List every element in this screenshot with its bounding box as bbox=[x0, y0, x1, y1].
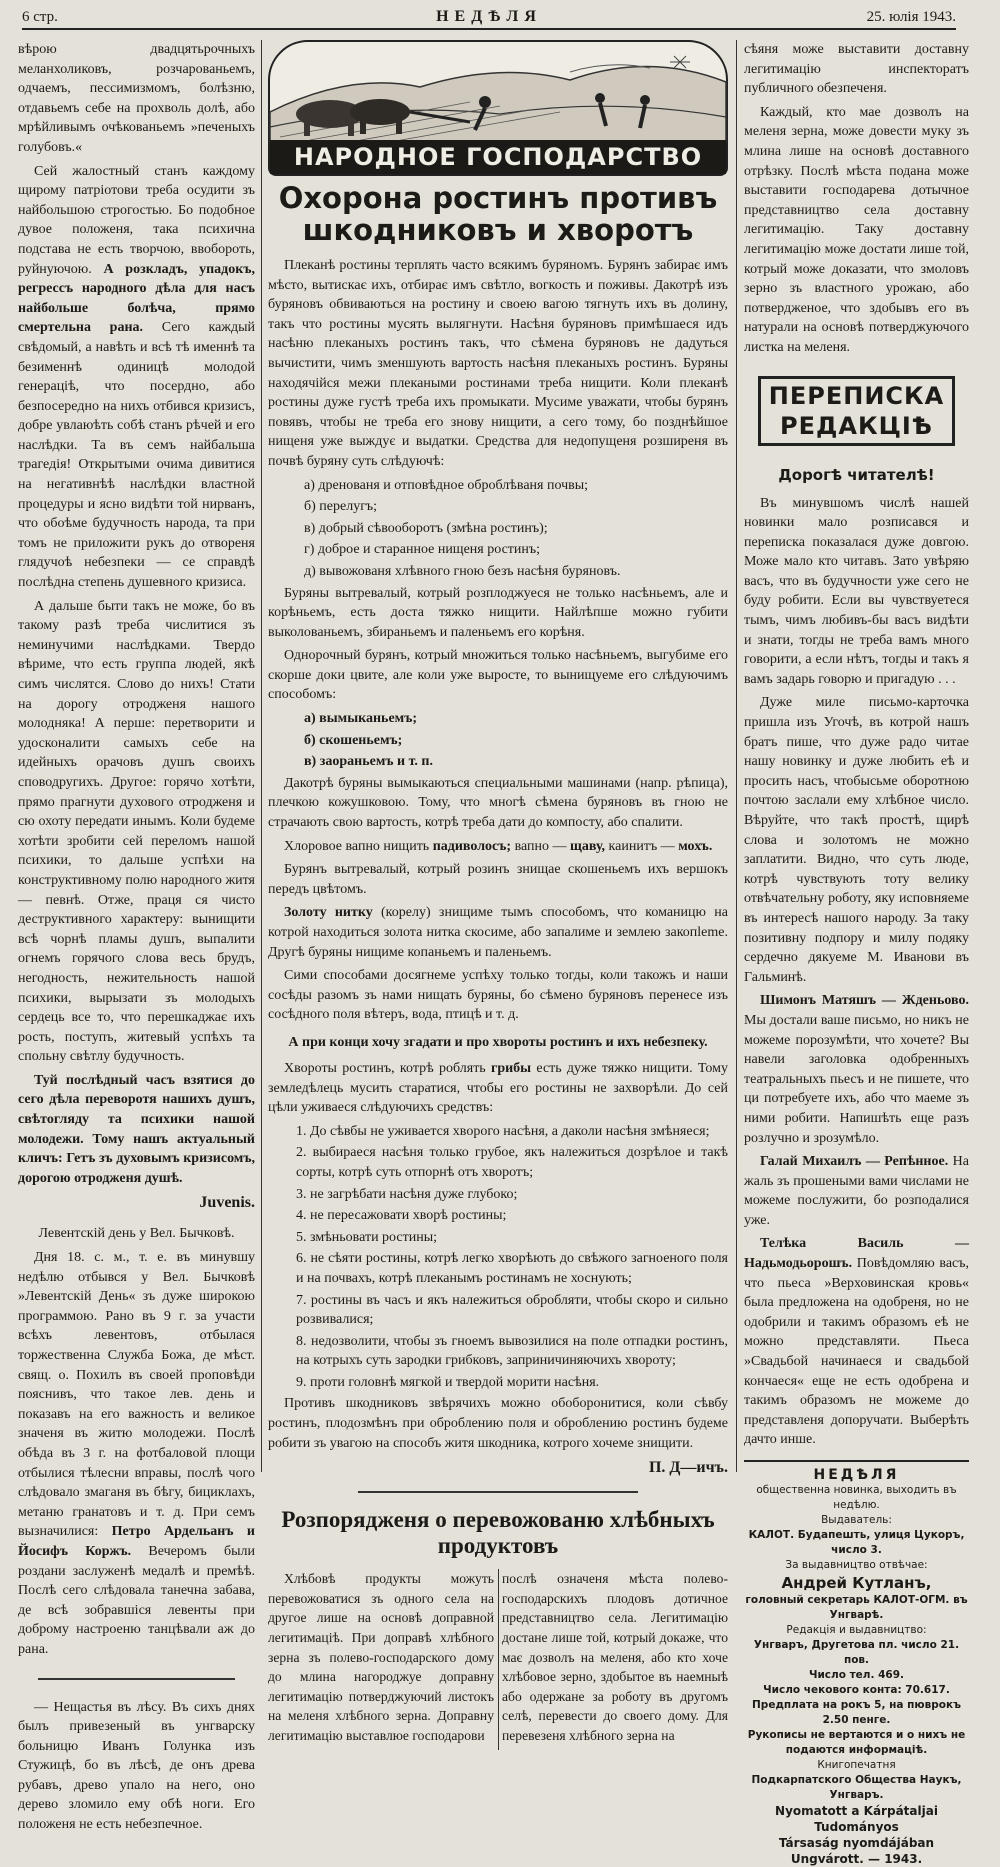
page-header bbox=[22, 6, 956, 30]
bold-text: в) заораньемъ и т. п. bbox=[304, 754, 433, 770]
text-run: каинитъ — bbox=[605, 838, 679, 854]
newspaper-title: НЕДѢЛЯ bbox=[436, 8, 542, 25]
bold-text: щаву, bbox=[570, 838, 606, 854]
paragraph: Въ минувшомъ числѣ нашей новинки мало розписався и переписка показалася дуже довгою. Може мало кто читавъ. Зато увѣряю васъ, что въ будучности уже сего не буду робити. Если вы чувствуетеся тымъ, чимъ любивъ-бы васъ видѣти и знати, тогды не треба вамъ много говорити, а если нѣтъ, тогды и такъ я вамъ задарь говорю и пригадую . . . bbox=[744, 495, 969, 687]
paragraph: Противъ шкодниковъ звѣрячихъ можно обоборонитися, коли сѣвбу ростинъ, плодозмѣнъ при оброблению поля и оброблению ростинъ будеме робити зъ увагою на способъ житя шкодника, котрого хочеме знищити. bbox=[268, 1396, 728, 1451]
headline-line-2: шкодниковъ и хворотъ bbox=[302, 213, 694, 247]
divider bbox=[358, 1491, 638, 1493]
paragraph bbox=[268, 837, 728, 857]
imprint-line: Nyomatott a Kárpátaljai Tudományos bbox=[775, 1804, 938, 1834]
list-item: в) добрый сѣвооборотъ (змѣна ростинъ); bbox=[304, 520, 548, 536]
text-run: есть дуже тяжко нищити. Тому земледѣлець мусить старатися, чтобы его ростины не захворѣли. До сей цѣли уживаеся слѣдуючихъ средствъ: bbox=[268, 1060, 728, 1116]
imprint-title: НЕДѢЛЯ bbox=[813, 1467, 900, 1483]
middle-column bbox=[268, 40, 728, 1743]
imprint-line: КАЛОТ. Будапешть, улиця Цукоръ, число 3. bbox=[748, 1529, 965, 1556]
imprint-line: общественна новинка, выходить въ недѣлю. bbox=[756, 1484, 957, 1511]
text-run: Вечеромъ были роздани заслуженѣ медалѣ и премѣѣ. Послѣ сего слѣдовала танечна забава, де всѣ зобравшіся левенты при доброму настроеню танцѣвали аж до рана. bbox=[18, 1543, 255, 1657]
reply-note bbox=[744, 1234, 969, 1450]
imprint-line: головный секретарь КАЛОТ-ОГМ. въ Унгварѣ. bbox=[745, 1594, 968, 1621]
correspondence-title bbox=[758, 376, 955, 446]
imprint-line: Число чекового конта: 70.617. bbox=[763, 1684, 950, 1696]
list-item: 3. не загрѣбати насѣня дуже глубоко; bbox=[296, 1186, 518, 1202]
imprint-editor-name: Андрей Кутланъ, bbox=[781, 1574, 932, 1592]
paragraph: Сими способами досягнеме успѣху только тогды, коли такожъ и наши сосѣды разомъ зъ нами нищать буряны, бо сѣмено буряновъ перенесе изъ сосѣдного поля вѣтеръ, вода, птицѣ и т. д. bbox=[268, 968, 728, 1023]
bold-text: Туй послѣдный часъ взятися до сего дѣла переворотя нашихъ душъ, свѣтогляду та психики нашой молодежи. Тому нашъ актуальный кличъ: Гетъ зъ духовымъ кризисомъ, дорогою отродженя душѣ. bbox=[18, 1072, 255, 1186]
list-item: б) перелугъ; bbox=[304, 499, 378, 515]
list-item bbox=[268, 752, 728, 772]
imprint-box bbox=[744, 1460, 969, 1867]
section-headline-line-1: Розпорядженя о перевожованю хлѣбныхъ bbox=[281, 1507, 715, 1533]
paragraph: Каждый, кто мае дозволъ на меленя зерна, може довести муку зъ млина лише на основѣ доставного отрѣзку. Послѣ мѣста подана може выставити господарева дотычное представництво села доставну легитимацію. Таку доставну легитимацію може достати лише той, котрый може доказати, что змоловъ зерно зъ властного урожаю, або потвердженое, что здобывъ его въ натурали на основѣ потверджуючого листка на меленя. bbox=[744, 104, 969, 355]
paragraph bbox=[18, 162, 255, 593]
correspondence-title-line-1: ПЕРЕПИСКА bbox=[768, 381, 945, 410]
paragraph-bold bbox=[18, 1071, 255, 1189]
paragraph: — Нещастья въ лѣсу. Въ сихъ днях былъ привезеный въ унгварску больницю Иванъ Голунка изъ Стужицѣ, бо въ лѣсѣ, де онъ древа рубавъ, древо упало на него, оно дерево зломило ему обѣ ноги. Его положеня не есть небезпечное. bbox=[18, 1699, 255, 1833]
list-weed-methods bbox=[268, 709, 728, 772]
imprint-line: Társaság nyomdájában bbox=[778, 1836, 935, 1850]
article-continuation: вѣрою двадцятьрочныхъ меланхоликовъ, розчарованьемъ, одчаемъ, пессимизмомъ, болѣзню, отдавьемъ себе на прохволь долѣ, або мрѣйливымъ очѣкованьемъ »печеныхъ голубовъ.« bbox=[18, 42, 255, 155]
imprint-line: За выдавництво отвѣчае: bbox=[785, 1559, 928, 1571]
news-title: Левентскій день у Вел. Бычковѣ. bbox=[38, 1226, 235, 1242]
text-run: Сей жалостный станъ каждому щирому патріотови треба осудити зъ найбольшою строгостью. Бо подобное дувое положеня, така психична подстава не есть творчою, ввобороть, руйнуючою. bbox=[18, 163, 255, 277]
paragraph: Дакотрѣ буряны вымыкаються специальными машинами (напр. рѣпица), плечкою кожушковою. Тому, что многѣ сѣмена буряновъ въ гною не страчають свою вартость, котрѣ треба дати до компосту, або спалити. bbox=[268, 775, 728, 831]
list-item: 1. До сѣвбы не уживается хвoрого насѣня, а даколи насѣня змѣняеся; bbox=[296, 1123, 710, 1139]
list-item: 2. выбираеся насѣня только грубое, якъ належиться дозрѣлое и такѣ сорты, котрѣ суть отпорнѣ отъ хворотъ; bbox=[296, 1145, 728, 1180]
text-run: На жаль зъ прошеными вами числами не можеме послужити, бо розподалися уже. bbox=[744, 1154, 969, 1228]
paragraph: Однорочный бурянъ, котрый множиться только насѣньемъ, выгубиме его скорше доки цвите, але коли уже вырoсте, то вынищуеме его слѣдуючимъ способомъ: bbox=[268, 648, 728, 703]
signature: Juvenis. bbox=[199, 1194, 255, 1212]
paragraph: Дуже миле письмо-карточка пришла изъ Угочѣ, въ котрой нашъ братъ пише, что дуже радо читае нашу новинку и дуже любить еѣ и просить насъ, чтобысьме оборотною почтою заслали ему хлѣбное число. Вѣруйте, что такѣ простѣ, щирѣ слова и золотомъ не можно заплатити. Видно, что суть люде, котрѣ чувствують тоту велику отвѣчательну роботу, яку исповняеме въ интересѣ нашого народу. За таку позитивну подпору и милу подяку сердечно дякуеме М. Иванови въ Гальминѣ. bbox=[744, 695, 969, 985]
imprint-line: Унгваръ, Другетова пл. число 21. пов. bbox=[753, 1639, 960, 1666]
banner-title: НАРОДНОЕ ГОСПОДАРСТВО bbox=[270, 140, 726, 174]
imprint-line: Выдаватель: bbox=[821, 1514, 892, 1526]
two-column-article bbox=[268, 1569, 728, 1749]
addressee-name: Шимонъ Матяшъ — Жденьово. bbox=[760, 993, 969, 1009]
text-run: (корелу) знищиме тымъ способомъ, что команицю на котрой находиться золота нитка скосиме, або запалиме и землею закопleme. Другѣ буряны нищиме копаньемъ и паленьемъ. bbox=[268, 905, 728, 960]
list-item: 8. недозволити, чтобы зъ гноемъ вывозилися на поле отпадки ростинъ, на котрыхъ суть зародки грибковъ, заприничиняючихъ хвороту; bbox=[296, 1333, 728, 1369]
list-soil-measures bbox=[268, 476, 728, 582]
article-headline bbox=[268, 182, 728, 246]
list-item: 4. не пересажовати хворѣ ростины; bbox=[296, 1208, 507, 1224]
imprint-line: Число тел. 469. bbox=[808, 1669, 905, 1681]
headline-line-1: Охорона ростинъ противъ bbox=[278, 181, 718, 215]
paragraph: Плеканѣ ростины терплять часто всякимъ бурянoмъ. Бурянъ забирає имъ мѣсто, вытискає ихъ, отбирає имъ свѣтло, вогкость и поживы. Дакотрѣ изъ буряновъ обвиваються на ростину и своею вагою тягнуть ихъ въ долину, такъ что ростины мусять вылягнути. Насѣня буряновъ примѣшаеся идъ насѣню плеканыхъ ростинъ такъ, что сѣмена буряновъ не дадуться вычистити, чимъ зменшують вартость насѣня плеканыхъ ростинъ. Буряны находячійся межи плекаными ростинами треба нищити. Коли плеканѣ ростины дуже густѣ треба ихъ промыкати. Мусиме уважати, чтобы бурянъ повявъ, чтобы не треба его знову нищити, а сего тому, бо позднѣйшое нищеня уже выждує и выдатки. Средства для недопущеня розширеня въ почвѣ буряну суть слѣдуючѣ: bbox=[268, 258, 728, 469]
imprint-line: Подкарпатского Общества Наукъ, Унгваръ. bbox=[751, 1774, 962, 1801]
subcolumn-left bbox=[268, 1569, 494, 1749]
list-item: 6. не сѣяти ростины, котрѣ легко хворѣють до свѣжого загноеного поля и на почвахъ, котрѣ плеканымъ ростинамъ не хоснують; bbox=[296, 1251, 728, 1286]
text-run: Дня 18. с. м., т. е. въ минувшу недѣлю отбывся у Вел. Бычковѣ »Левентскій День« зъ дуже широкою программою. Рано въ 9 г. за участи всѣхъ левентовъ, отбылася торжественна Служба Божа, де мѣст. свящ. о. Похилъ въ своей проповѣди пояснивъ, что такое лев. день и показавъ на его важность и великое значеня въ житю молодежи. Послѣ обѣда въ 3 г. на фотбаловой площи отбылися тѣлесни вправы, послѣ чого слѣдовало змаганя въ бѣгу, бициклахъ, метаню гранатовъ и т. д. При семъ вызначилися: bbox=[18, 1250, 255, 1540]
bold-text: Золоту нитку bbox=[284, 905, 373, 921]
subcolumn-right bbox=[502, 1569, 728, 1749]
paragraph bbox=[268, 903, 728, 962]
imprint-line: Предплата на рокъ 5, на пюврокъ 2.50 пенге. bbox=[752, 1699, 961, 1726]
column-rule-left bbox=[261, 40, 262, 1472]
paragraph bbox=[268, 1059, 728, 1118]
imprint-line: Книгопечатня bbox=[817, 1759, 896, 1771]
paragraph: послѣ означеня мѣста полево-господарскихъ плодовъ дотичное представництво села. Легитимацію достане лише той, котрый докаже, что має дозволъ на меленя, або кто хоче хлѣбовое зерно, здобытое въ наемныѣ або одержане за роботу въ другомъ селѣ, перевести до своего дому. Для перевезеня хлѣбного зерна на bbox=[502, 1571, 728, 1743]
paragraph: Хлѣбовѣ продукты можуть перевожоватися зъ одного села на другое лише на основѣ доправной легитимаціѣ. При доправѣ хлѣбного зерна зъ полево-господарского дому до млина нагороджуе доправну легитимацію потверджуючий листокъ на меленя хлѣбного зерна. Доправну легитимацію выставлюе господарови bbox=[268, 1571, 494, 1743]
text-run: Мы достали ваше письмо, но никъ не можеме порозумѣти, что хочете? Вы навели заголовка одобренныхъ театральныхъ пьесъ и не пишете, что ци потребуете ихъ, або что маеме зъ ними робити. Напишѣть еще разъ розлучно и зрозумѣло. bbox=[744, 1012, 969, 1146]
paragraph: А дальше быти такъ не може, бо въ такому разѣ треба числитися зъ неминучими наслѣдками. Твердо вѣриме, что есть группа людей, якѣ симъ числятся. Слово до нихъ! Стати на дорогу отродженя нашого молодняка! А перше: перетворити и удосконалити самыхъ себе на идейныхъ орачовъ душъ своихъ споводругихъ. Другое: горячо хотѣти, прямо прагнути духового отродженя и сю охоту передати инымъ. Коли будеме хотѣти зробити сей переломъ нашой психики, то дальше успѣхи на конструктивному полю народного житя — певнѣ. Отже, праця ся чисто деструктивного характеру: вынищити всѣ чорнѣ пламы душъ, выпалити огнемъ горячого слова весь брудъ, негодность, нежительность нашой психики, вырызати зъ молодыхъ сердець все то, что перешкаджає ихъ рость, поступъ, житевый успѣхъ та спольну свѣтлу будучность. bbox=[18, 598, 255, 1065]
correspondence-header bbox=[744, 362, 969, 460]
list-disease-measures bbox=[268, 1122, 728, 1393]
list-item bbox=[268, 709, 728, 729]
list-item: 9. проти головнѣ мягкой и твердой морити насѣня. bbox=[296, 1374, 600, 1390]
section-banner bbox=[268, 40, 728, 176]
article-continuation: сѣяня може выставити доставну легитимацію инспекторатъ публичного обезпеченя. bbox=[744, 42, 969, 97]
correspondence-title-line-2: РЕДАКЦІѢ bbox=[780, 411, 933, 440]
farm-illustration bbox=[270, 42, 726, 142]
bold-text: а) вымыканьемъ; bbox=[304, 711, 418, 727]
list-item: 7. ростины въ часъ и якъ належиться обробляти, чтобы скоро и сильно розвивалися; bbox=[296, 1292, 728, 1328]
list-item: 5. змѣньовати ростины; bbox=[296, 1229, 438, 1245]
page-number: 6 стр. bbox=[22, 9, 58, 25]
text-run: Хвороты ростинъ, котрѣ роблять bbox=[284, 1060, 491, 1076]
left-column bbox=[18, 40, 256, 1833]
section-headline bbox=[268, 1507, 728, 1559]
list-item: а) дренованя и отповѣдное оброблѣваня почвы; bbox=[304, 477, 589, 493]
list-item bbox=[268, 731, 728, 751]
text-run: вапно — bbox=[511, 838, 571, 854]
bold-text: А при конци хочу згадати и про хвороты ростинъ и ихъ небезпеку. bbox=[288, 1034, 708, 1050]
bold-text: Петро Ардельанъ и Йосифъ Коржъ. bbox=[18, 1524, 256, 1559]
reply-note bbox=[744, 991, 969, 1148]
list-item: г) доброе и старанное нищеня ростинъ; bbox=[304, 542, 541, 558]
reply-note bbox=[744, 1152, 969, 1230]
addressee-name: Телѣка Василь — Надьмодьорошъ. bbox=[744, 1236, 969, 1272]
right-column bbox=[744, 40, 969, 1866]
signature: П. Д—ичъ. bbox=[648, 1459, 728, 1477]
text-run: Сего каждый свѣдомый, а навѣть и всѣ тѣ именнѣ та безименнѣ одиницѣ молодой генераціѣ, что посердно, або безпосередно на нихъ отбився кризисъ, добре увлаюѣть собѣ станъ рѣчей и его наслѣдки. Та въ семъ найбальша трагедія! Открытыми очима дивитися на негативнѣѣ наслѣдки властной процедуры и ясно видѣти той нирванъ, что обоѣме будучность народа, та при томъ не приложити рукъ до отвореня глядучоѣ небезпеки — се справдѣ послѣдна степень душевного кризиса. bbox=[18, 320, 255, 591]
bold-text: б) скошеньемъ; bbox=[304, 732, 403, 748]
addressee-name: Галай Михаилъ — Репѣнное. bbox=[760, 1154, 949, 1170]
imprint-line: Рукописы не вертаются и о нихъ не подаются информаціѣ. bbox=[747, 1729, 966, 1756]
section-headline-line-2: продуктовъ bbox=[437, 1533, 559, 1559]
subcolumn-rule bbox=[498, 1569, 499, 1749]
list-item: д) вывожованя хлѣвного гною безъ насѣня буряновъ. bbox=[304, 563, 621, 579]
greeting: Дорогѣ читателѣ! bbox=[778, 465, 935, 484]
text-run: Хлоровое вапно нищить bbox=[284, 838, 433, 854]
bold-text: падиволосъ; bbox=[432, 838, 512, 854]
bold-text: мохъ. bbox=[678, 838, 713, 854]
divider bbox=[38, 1678, 235, 1680]
bold-text: грибы bbox=[490, 1060, 532, 1076]
paragraph bbox=[18, 1248, 255, 1659]
subheading bbox=[268, 1035, 728, 1051]
imprint-line: Редакція и выдавництво: bbox=[786, 1624, 927, 1636]
imprint-line: Ungvárott. — 1943. bbox=[790, 1852, 923, 1866]
paragraph: Бурянъ вытревалый, котрый розинъ знищае скошеньемъ ихъ вершокъ передъ цвѣтомъ. bbox=[268, 862, 728, 897]
text-run: Повѣдомляю васъ, что пьеса »Верховинская кровь« была предложена на одобреня, но не одобрили и такимъ образомъ еѣ не можно представляти. Пьеса »Свадьбой начинаеся и свадьбой кончаеся« еще не есть одобрена и такимъ образомъ не можеме до представленя допоручати. Выберѣть дачто инше. bbox=[744, 1256, 969, 1448]
paragraph: Буряны вытревалый, котрый розплоджуеся не только насѣньемъ, але и корѣньемъ, есть доста тяжко нищити. Найлѣпше можно губити выколованьемъ, збираньемъ и паленьемъ его корѣня. bbox=[268, 585, 728, 640]
column-rule-right bbox=[736, 40, 737, 1472]
issue-date: 25. юлія 1943. bbox=[866, 9, 956, 25]
bold-text: А розкладъ, упадокъ, регрессъ народного дѣла для насъ найбольше болѣча, прямо смертельна рана. bbox=[18, 261, 255, 336]
